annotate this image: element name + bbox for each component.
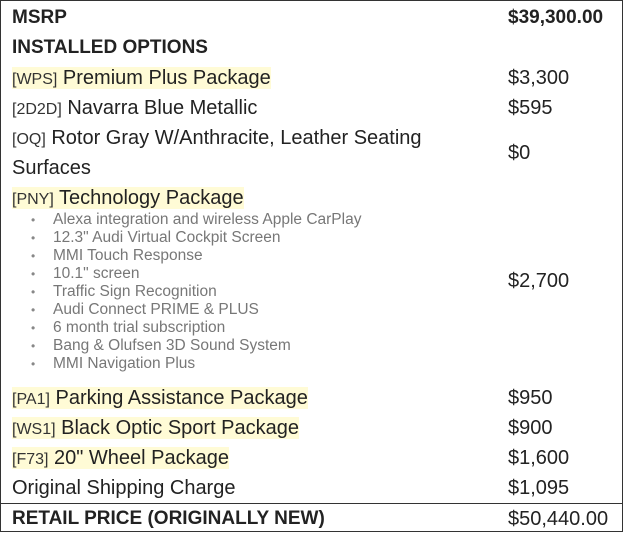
installed-options-header: INSTALLED OPTIONS — [12, 37, 208, 58]
option-row-wps — [12, 63, 271, 95]
option-name: 20" Wheel Package — [54, 447, 230, 469]
feature-item: • 10.1" screen — [31, 265, 361, 283]
option-name: Premium Plus Package — [62, 67, 271, 89]
option-code: [WPS] — [12, 71, 58, 88]
option-price: $0 — [508, 142, 531, 164]
feature-item: • MMI Touch Response — [31, 247, 361, 265]
retail-price-value: $50,440.00 — [508, 508, 609, 530]
option-price: $2,700 — [508, 270, 570, 292]
feature-item: • Audi Connect PRIME & PLUS — [31, 301, 361, 319]
option-price: $3,300 — [508, 67, 570, 89]
option-row-f73 — [12, 443, 229, 475]
option-price: $1,600 — [508, 447, 570, 469]
option-name: Parking Assistance Package — [55, 387, 308, 409]
option-code: [2D2D] — [12, 101, 62, 118]
feature-item: • 6 month trial subscription — [31, 319, 361, 337]
shipping-label: Original Shipping Charge — [12, 477, 236, 499]
option-code: [WS1] — [12, 421, 56, 438]
feature-item: • Bang & Olufsen 3D Sound System — [31, 337, 361, 355]
option-price: $950 — [508, 387, 553, 409]
feature-item: • MMI Navigation Plus — [31, 355, 361, 373]
option-code: [PNY] — [12, 191, 54, 208]
option-code: [PA1] — [12, 391, 50, 408]
option-code: [OQ] — [12, 131, 46, 148]
feature-item: • 12.3" Audi Virtual Cockpit Screen — [31, 229, 361, 247]
option-row-oq — [12, 123, 422, 155]
feature-item: • Traffic Sign Recognition — [31, 283, 361, 301]
option-name: Rotor Gray W/Anthracite, Leather Seating — [51, 127, 422, 149]
option-name: Black Optic Sport Package — [61, 417, 300, 439]
option-highlight — [12, 187, 244, 209]
option-highlight — [12, 67, 271, 89]
option-price: $900 — [508, 417, 553, 439]
option-price: $595 — [508, 97, 553, 119]
option-row-pa1 — [12, 383, 308, 415]
option-highlight — [12, 447, 229, 469]
option-highlight — [12, 417, 299, 439]
shipping-price: $1,095 — [508, 477, 570, 499]
option-row-2d2d — [12, 93, 257, 125]
option-row-ws1 — [12, 413, 299, 445]
option-code: [F73] — [12, 451, 49, 468]
option-highlight — [12, 387, 308, 409]
option-name: Technology Package — [59, 187, 244, 209]
feature-item: • Alexa integration and wireless Apple CarPlay — [31, 211, 361, 229]
option-name-continued: Surfaces — [12, 157, 91, 179]
retail-price-label: RETAIL PRICE (ORIGINALLY NEW) — [12, 508, 325, 529]
option-name: Navarra Blue Metallic — [67, 97, 258, 119]
msrp-label: MSRP — [12, 7, 67, 28]
msrp-price: $39,300.00 — [508, 7, 604, 28]
technology-package-features — [31, 211, 361, 373]
